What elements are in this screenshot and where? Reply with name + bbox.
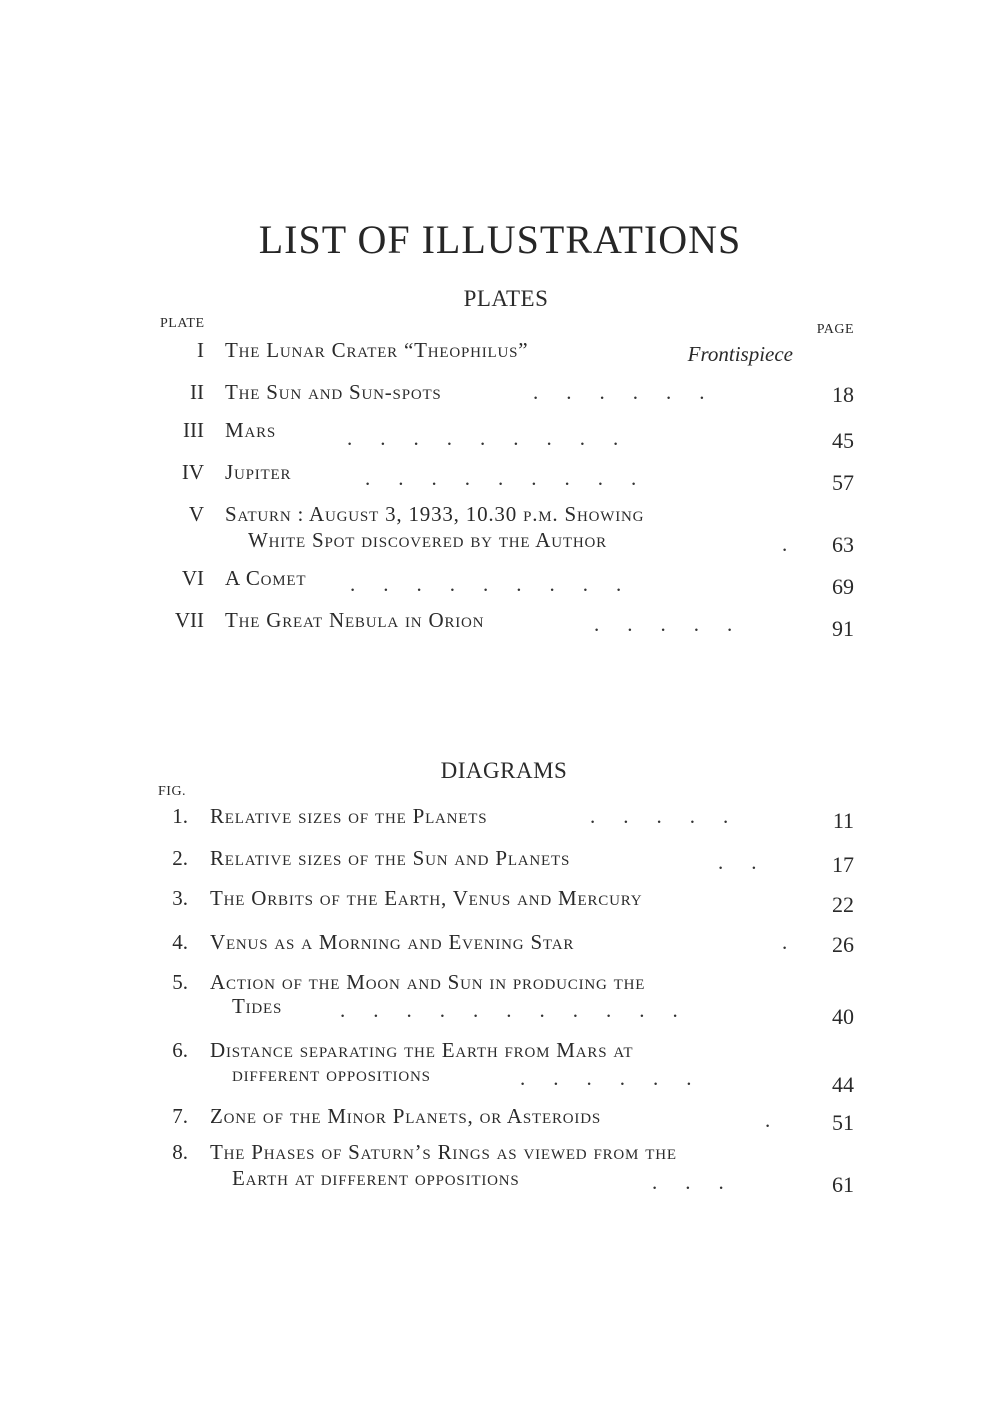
page-column-label: PAGE	[816, 322, 854, 337]
figure-number: 4.	[172, 930, 188, 954]
figure-number: 8.	[172, 1140, 188, 1164]
plate-page: 18	[832, 382, 854, 407]
figure-title: Relative sizes of the Sun and Planets	[210, 846, 571, 870]
figure-title-continued: different oppositions	[232, 1062, 431, 1086]
plate-title: The Sun and Sun-spots	[225, 380, 442, 404]
plate-number: II	[190, 380, 204, 404]
plate-page: 57	[832, 470, 854, 495]
figure-number: 2.	[172, 846, 188, 870]
plate-page: 91	[832, 616, 854, 641]
dot-leaders: ......	[533, 380, 733, 404]
dot-leaders: .........	[350, 572, 650, 596]
dot-leaders: .....	[594, 612, 761, 636]
dot-leaders: ...........	[340, 998, 706, 1022]
figure-title: Relative sizes of the Planets	[210, 804, 488, 828]
figure-title-continued: Tides	[232, 994, 283, 1018]
figure-title: Distance separating the Earth from Mars at	[210, 1038, 634, 1062]
dot-leaders: .	[782, 532, 816, 556]
plate-title: Mars	[225, 418, 277, 442]
dot-leaders: ......	[520, 1066, 720, 1090]
plate-title-continued: White Spot discovered by the Author	[248, 528, 607, 552]
figure-title-continued: Earth at different oppositions	[232, 1166, 520, 1190]
dot-leaders: .	[782, 930, 816, 954]
plate-number: VII	[174, 608, 204, 632]
figure-page: 44	[832, 1072, 854, 1097]
figure-page: 61	[832, 1172, 854, 1197]
plate-title: The Great Nebula in Orion	[225, 608, 485, 632]
dot-leaders: .........	[365, 466, 665, 490]
dot-leaders: .........	[347, 426, 647, 450]
figure-title: Zone of the Minor Planets, or Asteroids	[210, 1104, 601, 1128]
figure-title: The Orbits of the Earth, Venus and Mercury	[210, 886, 643, 910]
figure-page: 11	[832, 808, 854, 833]
diagrams-heading: DIAGRAMS	[440, 758, 568, 783]
figure-page: 40	[832, 1004, 854, 1029]
dot-leaders: ...	[652, 1170, 752, 1194]
plate-number: VI	[181, 566, 204, 590]
plate-column-label: PLATE	[160, 316, 205, 331]
figure-column-label: FIG.	[158, 784, 187, 799]
plate-page: 63	[832, 532, 854, 557]
figure-title: The Phases of Saturn’s Rings as viewed from the	[210, 1140, 677, 1164]
dot-leaders: .	[765, 1108, 799, 1132]
figure-number: 7.	[172, 1104, 188, 1128]
figure-number: 3.	[172, 886, 188, 910]
dot-leaders: .....	[590, 804, 757, 828]
plate-page: 45	[832, 428, 854, 453]
figure-page: 22	[832, 892, 854, 917]
plate-number: III	[183, 418, 204, 442]
figure-page: 26	[832, 932, 854, 957]
plate-title: The Lunar Crater “Theophilus”	[225, 338, 529, 362]
plate-number: IV	[181, 460, 204, 484]
plate-number: I	[197, 338, 204, 362]
plate-number: V	[188, 502, 204, 526]
plates-heading: PLATES	[463, 286, 549, 311]
figure-page: 51	[832, 1110, 854, 1135]
figure-number: 1.	[172, 804, 188, 828]
figure-title: Venus as a Morning and Evening Star	[210, 930, 575, 954]
plate-title: Saturn : August 3, 1933, 10.30 p.m. Showing	[225, 502, 645, 526]
plate-page: Frontispiece	[687, 342, 793, 366]
plate-title: A Comet	[225, 566, 307, 590]
figure-number: 5.	[172, 970, 188, 994]
plate-page: 69	[832, 574, 854, 599]
page-title: LIST OF ILLUSTRATIONS	[258, 217, 742, 262]
dot-leaders: ..	[718, 850, 785, 874]
figure-number: 6.	[172, 1038, 188, 1062]
figure-page: 17	[832, 852, 854, 877]
figure-title: Action of the Moon and Sun in producing the	[210, 970, 646, 994]
plate-title: Jupiter	[225, 460, 292, 484]
